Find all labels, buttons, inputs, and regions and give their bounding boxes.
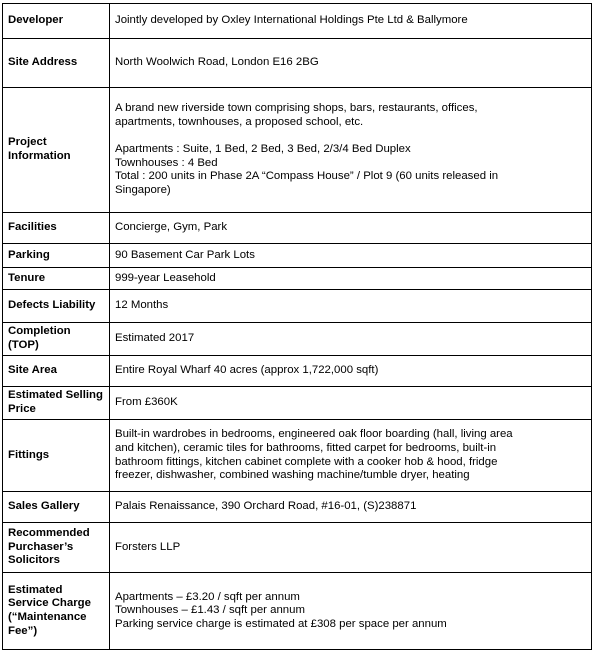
table-row bbox=[3, 39, 592, 88]
row-value: Forsters LLP bbox=[110, 523, 592, 573]
row-label: Completion (TOP) bbox=[3, 323, 110, 356]
row-label: Tenure bbox=[3, 268, 110, 290]
row-label: Developer bbox=[3, 4, 110, 39]
row-label: Fittings bbox=[3, 420, 110, 492]
row-value: Concierge, Gym, Park bbox=[110, 213, 592, 244]
row-value: Entire Royal Wharf 40 acres (approx 1,722,000 sqft) bbox=[110, 356, 592, 387]
row-label: Recommended Purchaser’s Solicitors bbox=[3, 523, 110, 573]
row-value: Built-in wardrobes in bedrooms, engineered oak floor boarding (hall, living area and kitchen), ceramic tiles for bathrooms, fitted carpet for bedrooms, built-in bathroom fittings, kitchen cabinet complete with a cooker hob & hood, fridge freezer, dishwasher, combined washing machine/tumble dryer, heating bbox=[110, 420, 592, 492]
row-label: Estimated Service Charge (“Maintenance Fee”) bbox=[3, 573, 110, 650]
row-value: Palais Renaissance, 390 Orchard Road, #16-01, (S)238871 bbox=[110, 492, 592, 523]
table-row bbox=[3, 4, 592, 39]
table-row bbox=[3, 573, 592, 650]
row-label: Defects Liability bbox=[3, 290, 110, 323]
row-value: From £360K bbox=[110, 387, 592, 420]
table-row bbox=[3, 244, 592, 268]
row-value: Apartments – £3.20 / sqft per annum Townhouses – £1.43 / sqft per annum Parking service charge is estimated at £308 per space per annum bbox=[110, 573, 592, 650]
row-value: Estimated 2017 bbox=[110, 323, 592, 356]
row-label: Sales Gallery bbox=[3, 492, 110, 523]
row-value: 90 Basement Car Park Lots bbox=[110, 244, 592, 268]
row-value: 999-year Leasehold bbox=[110, 268, 592, 290]
table-row bbox=[3, 213, 592, 244]
table-row bbox=[3, 88, 592, 213]
row-label: Site Address bbox=[3, 39, 110, 88]
table-row bbox=[3, 387, 592, 420]
row-label: Site Area bbox=[3, 356, 110, 387]
table-row bbox=[3, 268, 592, 290]
table-row bbox=[3, 523, 592, 573]
table-row bbox=[3, 492, 592, 523]
row-label: Parking bbox=[3, 244, 110, 268]
row-label: Project Information bbox=[3, 88, 110, 213]
row-value: North Woolwich Road, London E16 2BG bbox=[110, 39, 592, 88]
row-label: Facilities bbox=[3, 213, 110, 244]
table-row bbox=[3, 356, 592, 387]
table-row bbox=[3, 420, 592, 492]
row-value: 12 Months bbox=[110, 290, 592, 323]
table-row bbox=[3, 323, 592, 356]
row-value: A brand new riverside town comprising shops, bars, restaurants, offices, apartments, townhouses, a proposed school, etc. Apartments : Suite, 1 Bed, 2 Bed, 3 Bed, 2/3/4 Bed Duplex Townhouses : 4 Bed Total : 200 units in Phase 2A “Compass House” / Plot 9 (60 units released in Singapore) bbox=[110, 88, 592, 213]
table-row bbox=[3, 290, 592, 323]
row-value: Jointly developed by Oxley International Holdings Pte Ltd & Ballymore bbox=[110, 4, 592, 39]
row-label: Estimated Selling Price bbox=[3, 387, 110, 420]
project-info-table bbox=[2, 3, 592, 650]
